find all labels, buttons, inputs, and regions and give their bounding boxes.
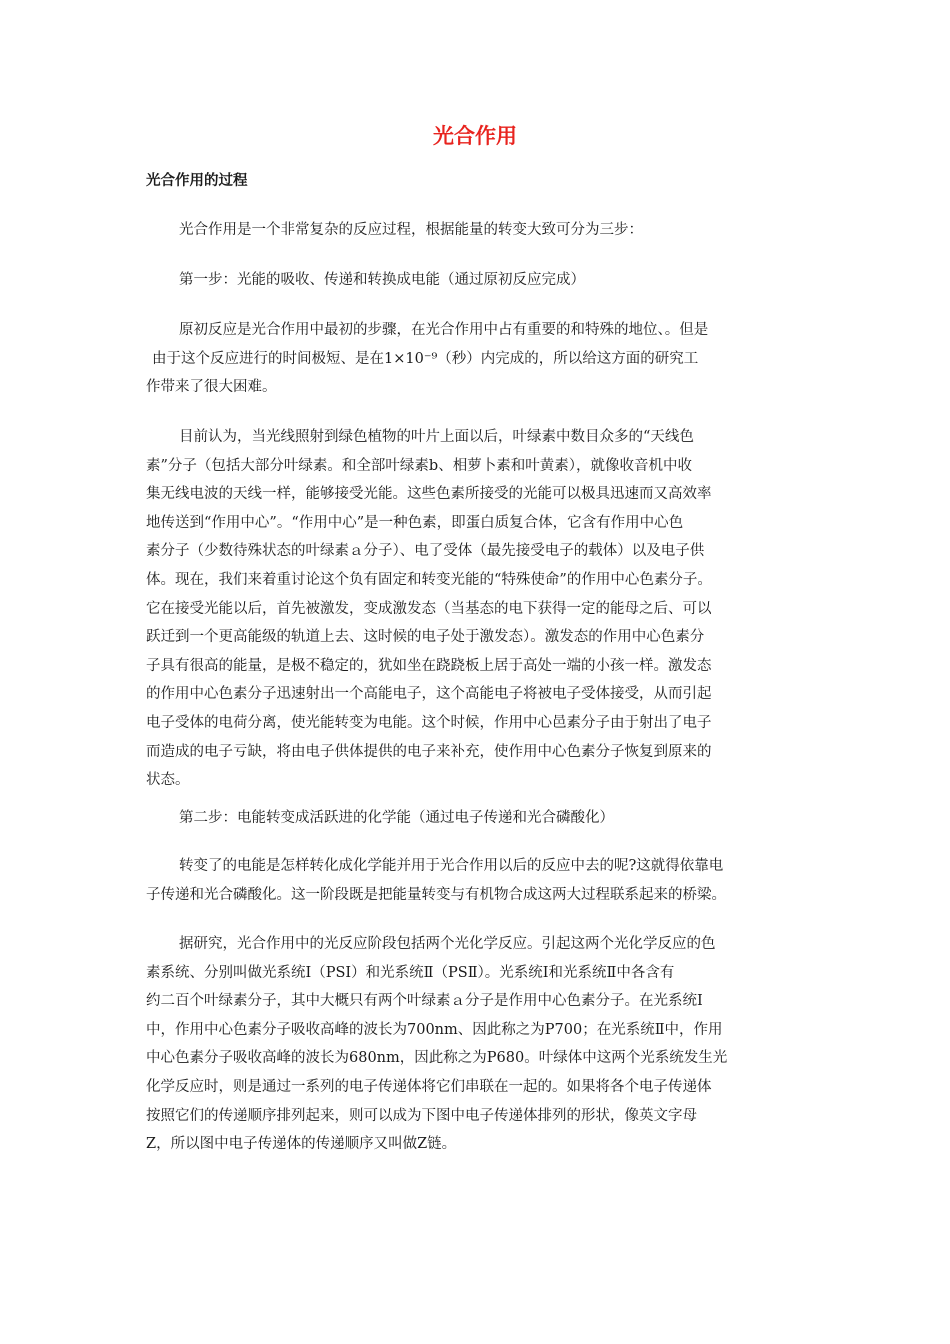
text-line: 目前认为，当光线照射到绿色植物的叶片上面以后，叶绿素中数目众多的“天线色	[179, 429, 694, 445]
text-line: 化学反应时，则是通过一系列的电子传递体将它们串联在一起的。如果将各个电子传递体	[146, 1078, 712, 1095]
text-line: 原初反应是光合作用中最初的步骤，在光合作用中占有重要的和特殊的地位、。但是	[179, 322, 709, 338]
text-line: 转变了的电能是怎样转化成化学能并用于光合作用以后的反应中去的呢?这就得依靠电	[179, 858, 724, 874]
text-line: 而造成的电子亏缺，将由电子供体提供的电子来补充，使作用中心色素分子恢复到原来的	[146, 743, 712, 760]
text-line: 地传送到“作用中心”。“作用中心”是一种色素，即蛋白质复合体，它含有作用中心色	[146, 514, 684, 531]
text-line: 体。现在，我们来着重讨论这个负有固定和转变光能的“特殊使命”的作用中心色素分子。	[146, 571, 712, 588]
text-line: 状态。	[146, 772, 190, 789]
text-line: 素系统、分别叫做光系统Ⅰ（PSⅠ）和光系统Ⅱ（PSⅡ）。光系统Ⅰ和光系统Ⅱ中各含有	[146, 964, 675, 981]
text-line: 按照它们的传递顺序排列起来，则可以成为下图中电子传递体排列的形状，像英文字母	[146, 1107, 697, 1124]
text-line: 的作用中心色素分子迅速射出一个高能电子，这个高能电子将被电子受体接受，从而引起	[146, 686, 712, 703]
text-line: Z，所以图中电子传递体的传递顺序又叫做Z链。	[146, 1136, 457, 1153]
paragraph-electron-transfer	[146, 852, 808, 909]
text-line: 中心色素分子吸收高峰的波长为680nm，因此称之为P680。叶绿体中这两个光系统发生光	[146, 1050, 728, 1067]
paragraph-primary-reaction	[146, 316, 808, 402]
paragraph-step-one	[146, 266, 808, 295]
text-line: 集无线电波的天线一样，能够接受光能。这些色素所接受的光能可以极具迅速而又高效率	[146, 486, 712, 503]
text-line: 子具有很高的能量，是极不稳定的，犹如坐在跷跷板上居于高处一端的小孩一样。激发态	[146, 657, 712, 674]
text-line: 作带来了很大困难。	[146, 379, 277, 396]
text-line: 第二步：电能转变成活跃进的化学能（通过电子传递和光合磷酸化）	[179, 810, 614, 826]
text-line: 跃迁到一个更高能级的轨道上去、这时候的电子处于激发态）。激发态的作用中心色素分	[146, 629, 705, 646]
text-line: 据研究，光合作用中的光反应阶段包括两个光化学反应。引起这两个光化学反应的色	[179, 936, 716, 952]
text-line: 中，作用中心色素分子吸收高峰的波长为700nm、因此称之为P700；在光系统Ⅱ中，作用	[146, 1021, 723, 1038]
page-title: 光合作用	[433, 124, 517, 148]
text-line: 素”分子（包括大部分叶绿素。和全部叶绿素b、相萝卜素和叶黄素），就像收音机中收	[146, 457, 692, 474]
text-line: 第一步：光能的吸收、传递和转换成电能（通过原初反应完成）	[179, 272, 585, 288]
text-line: 素分子（少数待殊状态的叶绿素ａ分子）、电了受体（最先接受电子的载体）以及电子供	[146, 543, 705, 560]
paragraph-intro	[146, 216, 808, 245]
text-line: 电子受体的电荷分离，使光能转变为电能。这个时候，作用中心邑素分子由于射出了电子	[146, 714, 712, 731]
text-line: 子传递和光合磷酸化。这一阶段既是把能量转变与有机物合成这两大过程联系起来的桥梁。	[146, 886, 726, 903]
text-line: 由于这个反应进行的时间极短、是在1×10⁻⁹（秒）内完成的，所以给这方面的研究工	[152, 350, 699, 367]
paragraph-reaction-center	[146, 423, 808, 795]
section-heading: 光合作用的过程	[146, 173, 248, 189]
text-line: 光合作用是一个非常复杂的反应过程，根据能量的转变大致可分为三步：	[179, 222, 643, 238]
paragraph-photosystems	[146, 930, 808, 1159]
text-line: 它在接受光能以后，首先被激发，变成激发态（当基态的电下获得一定的能母之后、可以	[146, 600, 712, 617]
paragraph-step-two	[146, 804, 808, 833]
text-line: 约二百个叶绿素分子，其中大概只有两个叶绿素ａ分子是作用中心色素分子。在光系统Ⅰ	[146, 993, 703, 1010]
